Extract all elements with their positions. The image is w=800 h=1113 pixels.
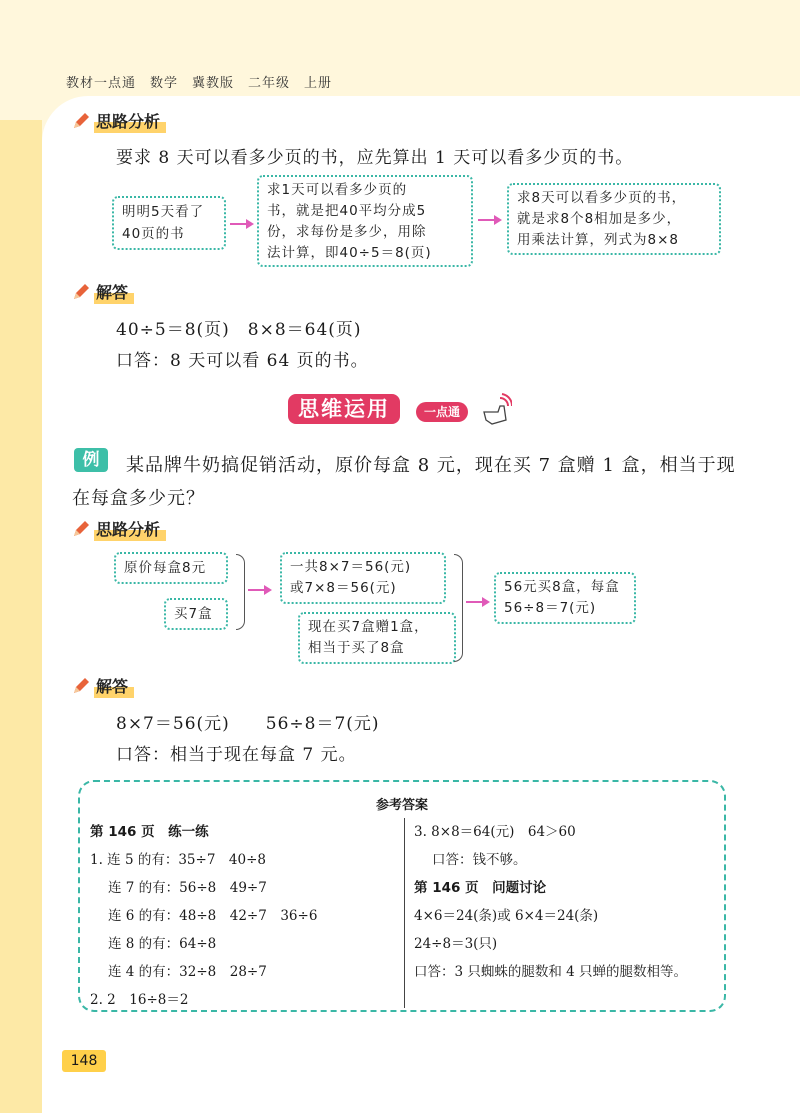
arrow-icon: [466, 601, 488, 603]
reasoning-box-given: [112, 196, 226, 250]
box-line: 份，求每份是多少，用除: [267, 224, 427, 240]
left-margin-stripe: [0, 120, 42, 1113]
reasoning-box-gift: [298, 612, 456, 664]
arrow-icon: [248, 589, 270, 591]
box-line: 求8天可以看多少页的书，: [517, 190, 687, 206]
column-divider: [404, 818, 405, 1008]
right-brace: [454, 554, 463, 662]
example-text-line2: 在每盒多少元？: [72, 488, 205, 509]
box-line: 一共8×7＝56(元): [290, 559, 412, 575]
answers-left-line: 连 6 的有：48÷8 42÷7 36÷6: [108, 908, 318, 924]
answers-right-line: 3. 8×8＝64(元) 64＞60: [414, 824, 576, 840]
box-line: 用乘法计算，列式为8×8: [517, 232, 679, 248]
solution-calc: 8×7＝56(元) 56÷8＝7(元): [116, 714, 380, 734]
box-line: 56元买8盒，每盒: [504, 579, 620, 595]
answers-title: 参考答案: [375, 798, 428, 813]
running-head: 教材一点通 数学 冀教版 二年级 上册: [66, 76, 333, 91]
reasoning-box-result: [494, 572, 636, 624]
box-line: 书，就是把40平均分成5: [267, 203, 427, 219]
answers-right-line: 口答：钱不够。: [432, 852, 527, 868]
answers-left-line: 连 4 的有：32÷8 28÷7: [108, 964, 267, 980]
example-badge: 例: [74, 448, 108, 472]
section-title: 思路分析: [94, 517, 166, 541]
solution-calc: 40÷5＝8(页) 8×8＝64(页): [116, 320, 362, 340]
right-brace: [236, 554, 245, 630]
box-line: 明明5天看了: [122, 204, 205, 220]
section-title: 思路分析: [94, 109, 166, 133]
answers-right-line: 4×6＝24(条)或 6×4＝24(条): [414, 908, 599, 924]
box-line: 相当于买了8盒: [308, 640, 405, 656]
box-line: 现在买7盒赠1盒，: [308, 619, 429, 635]
box-line: 56÷8＝7(元): [504, 600, 597, 616]
reasoning-box-multiply: [507, 183, 721, 255]
pencil-icon: [72, 677, 90, 695]
reasoning-box-divide: [257, 175, 473, 267]
section-title: 解答: [94, 674, 134, 698]
answers-right-line: 口答：3 只蜘蛛的腿数和 4 只蝉的腿数相等。: [414, 964, 688, 980]
box-line: 就是求8个8相加是多少，: [517, 211, 682, 227]
box-line: 40页的书: [122, 226, 185, 242]
pencil-icon: [72, 520, 90, 538]
answers-left-heading: 第 146 页 练一练: [90, 824, 209, 840]
pointing-hand-icon: [478, 390, 512, 430]
section-heading-analysis: [72, 517, 166, 541]
reasoning-box-buy: 买7盒: [164, 598, 228, 630]
example-text-line1: 某品牌牛奶搞促销活动，原价每盒 8 元，现在买 7 盒赠 1 盒，相当于现: [126, 455, 736, 476]
banner-tag: 一点通: [416, 402, 468, 422]
pencil-icon: [72, 283, 90, 301]
problem-intro: 要求 8 天可以看多少页的书，应先算出 1 天可以看多少页的书。: [116, 148, 634, 168]
reasoning-box-total: [280, 552, 446, 604]
solution-answer: 口答：8 天可以看 64 页的书。: [116, 351, 369, 371]
page-number: 148: [62, 1050, 106, 1072]
thinking-application-banner: [288, 388, 518, 432]
pencil-icon: [72, 112, 90, 130]
arrow-icon: [230, 223, 252, 225]
reasoning-box-price: 原价每盒8元: [114, 552, 228, 584]
answers-right-heading: 第 146 页 问题讨论: [414, 880, 547, 896]
arrow-icon: [478, 219, 500, 221]
answers-left-line: 连 8 的有：64÷8: [108, 936, 217, 952]
box-line: 或7×8＝56(元): [290, 580, 397, 596]
answers-left-line: 2. 2 16÷8＝2: [90, 992, 189, 1008]
answers-left-line: 1. 连 5 的有：35÷7 40÷8: [90, 852, 267, 868]
solution-answer: 口答：相当于现在每盒 7 元。: [116, 745, 357, 765]
banner-title: 思维运用: [288, 394, 400, 424]
section-title: 解答: [94, 280, 134, 304]
reference-answers-box: [78, 780, 726, 1012]
answers-right-line: 24÷8＝3(只): [414, 936, 498, 952]
box-line: 求1天可以看多少页的: [267, 182, 408, 198]
section-heading-solution: [72, 674, 134, 698]
section-heading-solution: [72, 280, 134, 304]
section-heading-analysis: [72, 109, 166, 133]
answers-left-line: 连 7 的有：56÷8 49÷7: [108, 880, 267, 896]
box-line: 法计算，即40÷5＝8(页): [267, 245, 432, 261]
